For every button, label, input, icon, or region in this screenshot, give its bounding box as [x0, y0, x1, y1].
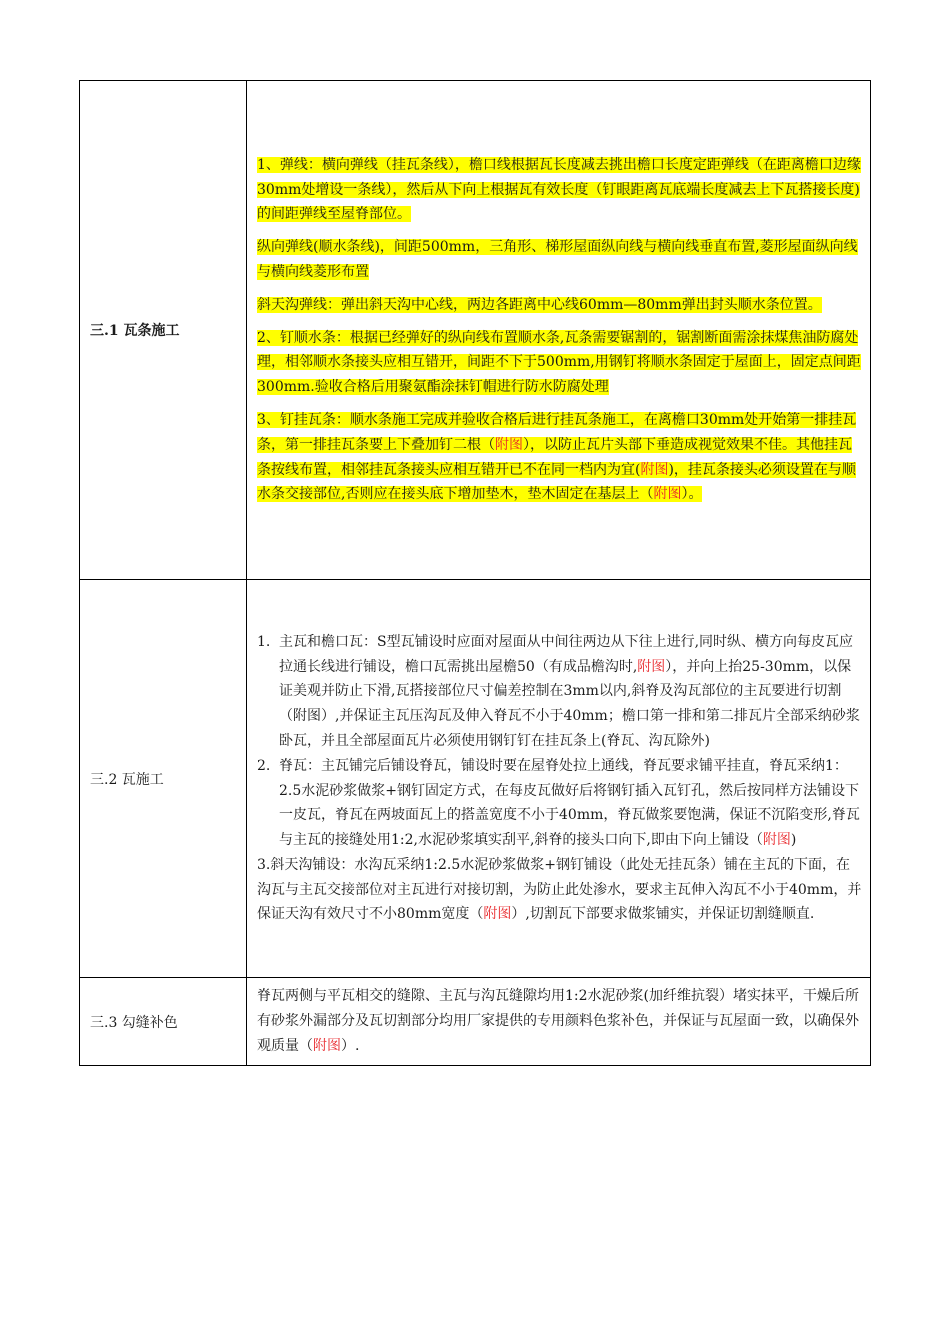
figure-reference-link[interactable]: 附图	[313, 1037, 341, 1054]
list-number: 2.	[257, 757, 271, 774]
row-content	[247, 978, 871, 1066]
highlighted-text: 斜天沟弹线：弹出斜天沟中心线，两边各距离中心线60mm—80mm弹出封头顺水条位置。	[257, 296, 822, 313]
paragraph	[257, 408, 862, 507]
paragraph	[257, 235, 862, 285]
text-run: 3、钉挂瓦条：顺水条施工完成并验收合格后进行挂瓦条施工，在离檐口30mm处开始第一排挂瓦条，第一排挂瓦条要上下叠加钉二根（	[257, 411, 857, 453]
text-run: ）,切割瓦下部要求做浆铺实，并保证切割缝顺直.	[511, 906, 815, 923]
construction-spec-table	[79, 80, 871, 1066]
row-label: 三.1 瓦条施工	[80, 81, 247, 580]
table-row	[80, 81, 871, 580]
paragraph	[257, 293, 862, 318]
figure-reference-link[interactable]: 附图	[637, 658, 666, 675]
figure-reference-link[interactable]: 附图	[495, 436, 523, 453]
text-run: ），并向上抬25-30mm，以保证美观并防止下滑,瓦搭接部位尺寸偏差控制在3mm以内,斜脊及沟瓦部位的主瓦要进行切割（附图）,并保证主瓦压沟瓦及伸入脊瓦不小于40mm；檐口第一排和第二排瓦片全部采纳砂浆卧瓦，并且全部屋面瓦片必须使用钢钉钉在挂瓦条上(脊瓦、沟瓦除外)	[279, 658, 860, 749]
text-run: 3.斜天沟铺设：水沟瓦采纳1:2.5水泥砂浆做浆+钢钉铺设（此处无挂瓦条）铺在主瓦的下面，在沟瓦与主瓦交接部位对主瓦进行对接切割，为防止此处渗水，要求主瓦伸入沟瓦不小于40mm，并保证天沟有效尺寸不小80mm宽度（	[257, 856, 862, 923]
highlighted-text: 1、弹线：横向弹线（挂瓦条线），檐口线根据瓦长度减去挑出檐口长度定距弹线（在距离檐口边缘30mm处增设一条线），然后从下向上根据瓦有效长度（钉眼距离瓦底端长度减去上下瓦搭接长度)的间距弹线至屋脊部位。	[257, 156, 861, 223]
list-item	[257, 754, 862, 853]
text-run: ）。	[681, 486, 703, 503]
text-run: 脊瓦两侧与平瓦相交的缝隙、主瓦与沟瓦缝隙均用1:2水泥砂浆(加纤维抗裂）堵实抹平，干燥后所有砂浆外漏部分及瓦切割部分均用厂家提供的专用颜料色浆补色，并保证与瓦屋面一致，以确保外观质量（	[257, 988, 859, 1054]
highlighted-text: 2、钉顺水条：根据已经弹好的纵向线布置顺水条,瓦条需要锯割的，锯割断面需涂抹煤焦油防腐处理，相邻顺水条接头应相互错开，间距不下于500mm,用钢钉将顺水条固定于屋面上，固定点间距300mm.验收合格后用聚氨酯涂抹钉帽进行防水防腐处理	[257, 329, 861, 396]
highlighted-text	[257, 412, 856, 502]
paragraph	[257, 326, 862, 400]
list-item	[257, 630, 862, 754]
text-run: )	[790, 832, 797, 849]
paragraph	[257, 153, 862, 227]
text-run: 主瓦和檐口瓦：S型瓦铺设时应面对屋面从中间往两边从下往上进行,同时纵、横方向每皮瓦应拉通长线进行铺设，檐口瓦需挑出屋檐50（有成品檐沟时,	[279, 633, 854, 675]
list-number: 1.	[257, 633, 271, 650]
figure-reference-link[interactable]: 附图	[653, 486, 682, 503]
text-run: )，挂瓦条接头必须设置在与顺水条交接部位,否则应在接头底下增加垫木，垫木固定在基层上（	[257, 461, 856, 503]
row-label: 三.3 勾缝补色	[80, 978, 247, 1066]
text-run: ）.	[341, 1037, 360, 1054]
figure-reference-link[interactable]: 附图	[762, 832, 791, 849]
highlighted-text: 纵向弹线(顺水条线)，间距500mm，三角形、梯形屋面纵向线与横向线垂直布置,菱形屋面纵向线与横向线菱形布置	[257, 239, 858, 280]
figure-reference-link[interactable]: 附图	[640, 461, 669, 478]
text-run: ），以防止瓦片头部下垂造成视觉效果不佳。其他挂瓦条按线布置，相邻挂瓦条接头应相互错开已不在同一档内为宜(	[257, 436, 852, 478]
text-run: 脊瓦：主瓦铺完后铺设脊瓦，铺设时要在屋脊处拉上通线，脊瓦要求铺平挂直，脊瓦采纳1：2.5水泥砂浆做浆+钢钉固定方式，在每皮瓦做好后将钢钉插入瓦钉孔，然后按同样方法铺设下一皮瓦，脊瓦在两坡面瓦上的搭盖宽度不小于40mm，脊瓦做浆要饱满，保证不沉陷变形,脊瓦与主瓦的接缝处用1:2,水泥砂浆填实刮平,斜脊的接头口向下,即由下向上铺设（	[279, 757, 860, 849]
paragraph	[257, 984, 862, 1058]
list-item	[257, 853, 862, 927]
table-row	[80, 580, 871, 978]
figure-reference-link[interactable]: 附图	[483, 906, 512, 923]
table-row	[80, 978, 871, 1066]
row-content	[247, 81, 871, 580]
row-label: 三.2 瓦施工	[80, 580, 247, 978]
row-content	[247, 580, 871, 978]
